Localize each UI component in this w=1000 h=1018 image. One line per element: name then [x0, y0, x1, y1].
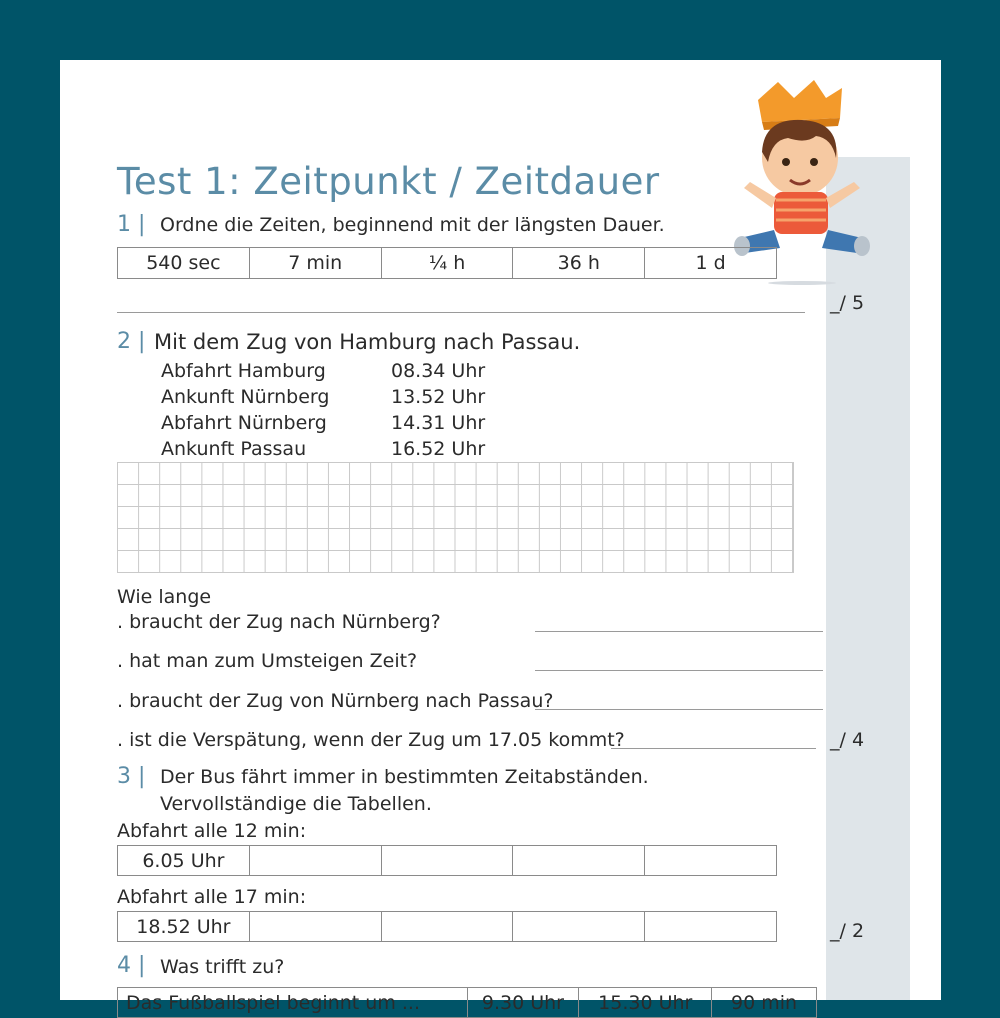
- bus-table-cell: 18.52 Uhr: [118, 912, 250, 942]
- timetable-time: 13.52 Uhr: [391, 386, 486, 408]
- bus-table-12min: [117, 845, 777, 876]
- worksheet: [60, 60, 941, 1014]
- timetable-time: 14.31 Uhr: [391, 412, 486, 434]
- question-4-text: Was trifft zu?: [160, 956, 285, 978]
- q1-cell: ¼ h: [381, 248, 513, 279]
- timetable-label: Abfahrt Nürnberg: [161, 412, 327, 434]
- q1-cell: 36 h: [513, 248, 645, 279]
- q1-answer-line[interactable]: [117, 312, 805, 313]
- q2-answer-line[interactable]: [611, 748, 816, 749]
- bus-table-cell[interactable]: [513, 846, 645, 876]
- q4-statement: Das Fußballspiel beginnt um ...: [118, 988, 468, 1018]
- bus-table-cell[interactable]: [249, 912, 381, 942]
- q2-answer-line[interactable]: [535, 631, 823, 632]
- q4-option[interactable]: 9.30 Uhr: [467, 988, 579, 1018]
- q1-cell: 7 min: [249, 248, 381, 279]
- q2-subquestion: . hat man zum Umsteigen Zeit?: [117, 650, 418, 672]
- timetable-time: 16.52 Uhr: [391, 438, 486, 460]
- calculation-grid[interactable]: [117, 462, 794, 573]
- timetable-label: Ankunft Nürnberg: [161, 386, 330, 408]
- page-title: Test 1: Zeitpunkt / Zeitdauer: [117, 160, 660, 203]
- bus-table-cell[interactable]: [381, 912, 513, 942]
- q4-option[interactable]: 90 min: [712, 988, 817, 1018]
- bus-table-cell[interactable]: [513, 912, 645, 942]
- q1-cell: 1 d: [645, 248, 777, 279]
- q2-subquestion: . ist die Verspätung, wenn der Zug um 17.05 kommt?: [117, 729, 625, 751]
- bus-table-cell: 6.05 Uhr: [118, 846, 250, 876]
- q1-score: _/ 5: [830, 292, 865, 314]
- bus-table-cell[interactable]: [645, 912, 777, 942]
- q1-time-cells: [117, 247, 777, 279]
- q2-subquestion: . braucht der Zug von Nürnberg nach Passau?: [117, 690, 554, 712]
- crown-icon: [758, 80, 842, 122]
- question-2-number: 2 |: [117, 329, 146, 354]
- question-3-number: 3 |: [117, 764, 146, 789]
- q2-answer-line[interactable]: [535, 709, 823, 710]
- timetable-time: 08.34 Uhr: [391, 360, 486, 382]
- q1-cell: 540 sec: [118, 248, 250, 279]
- table1-label: Abfahrt alle 12 min:: [117, 820, 307, 842]
- table2-label: Abfahrt alle 17 min:: [117, 886, 307, 908]
- question-3-text: Der Bus fährt immer in bestimmten Zeitabständen.: [160, 766, 649, 788]
- q4-option[interactable]: 15.30 Uhr: [579, 988, 712, 1018]
- q2-subquestion: . braucht der Zug nach Nürnberg?: [117, 611, 441, 633]
- question-2-text: Mit dem Zug von Hamburg nach Passau.: [154, 330, 581, 354]
- q2-answer-line[interactable]: [535, 670, 823, 671]
- q3-score: _/ 2: [830, 920, 865, 942]
- question-4-number: 4 |: [117, 953, 146, 978]
- timetable-label: Abfahrt Hamburg: [161, 360, 326, 382]
- bus-table-17min: [117, 911, 777, 942]
- question-1-number: 1 |: [117, 212, 146, 237]
- q4-options-table: [117, 987, 817, 1018]
- question-1-text: Ordne die Zeiten, beginnend mit der längsten Dauer.: [160, 214, 665, 236]
- bus-table-cell[interactable]: [645, 846, 777, 876]
- bus-table-cell[interactable]: [249, 846, 381, 876]
- q2-score: _/ 4: [830, 729, 865, 751]
- q2-intro: Wie lange: [117, 586, 212, 608]
- question-3-text: Vervollständige die Tabellen.: [160, 793, 432, 815]
- timetable-label: Ankunft Passau: [161, 438, 307, 460]
- bus-table-cell[interactable]: [381, 846, 513, 876]
